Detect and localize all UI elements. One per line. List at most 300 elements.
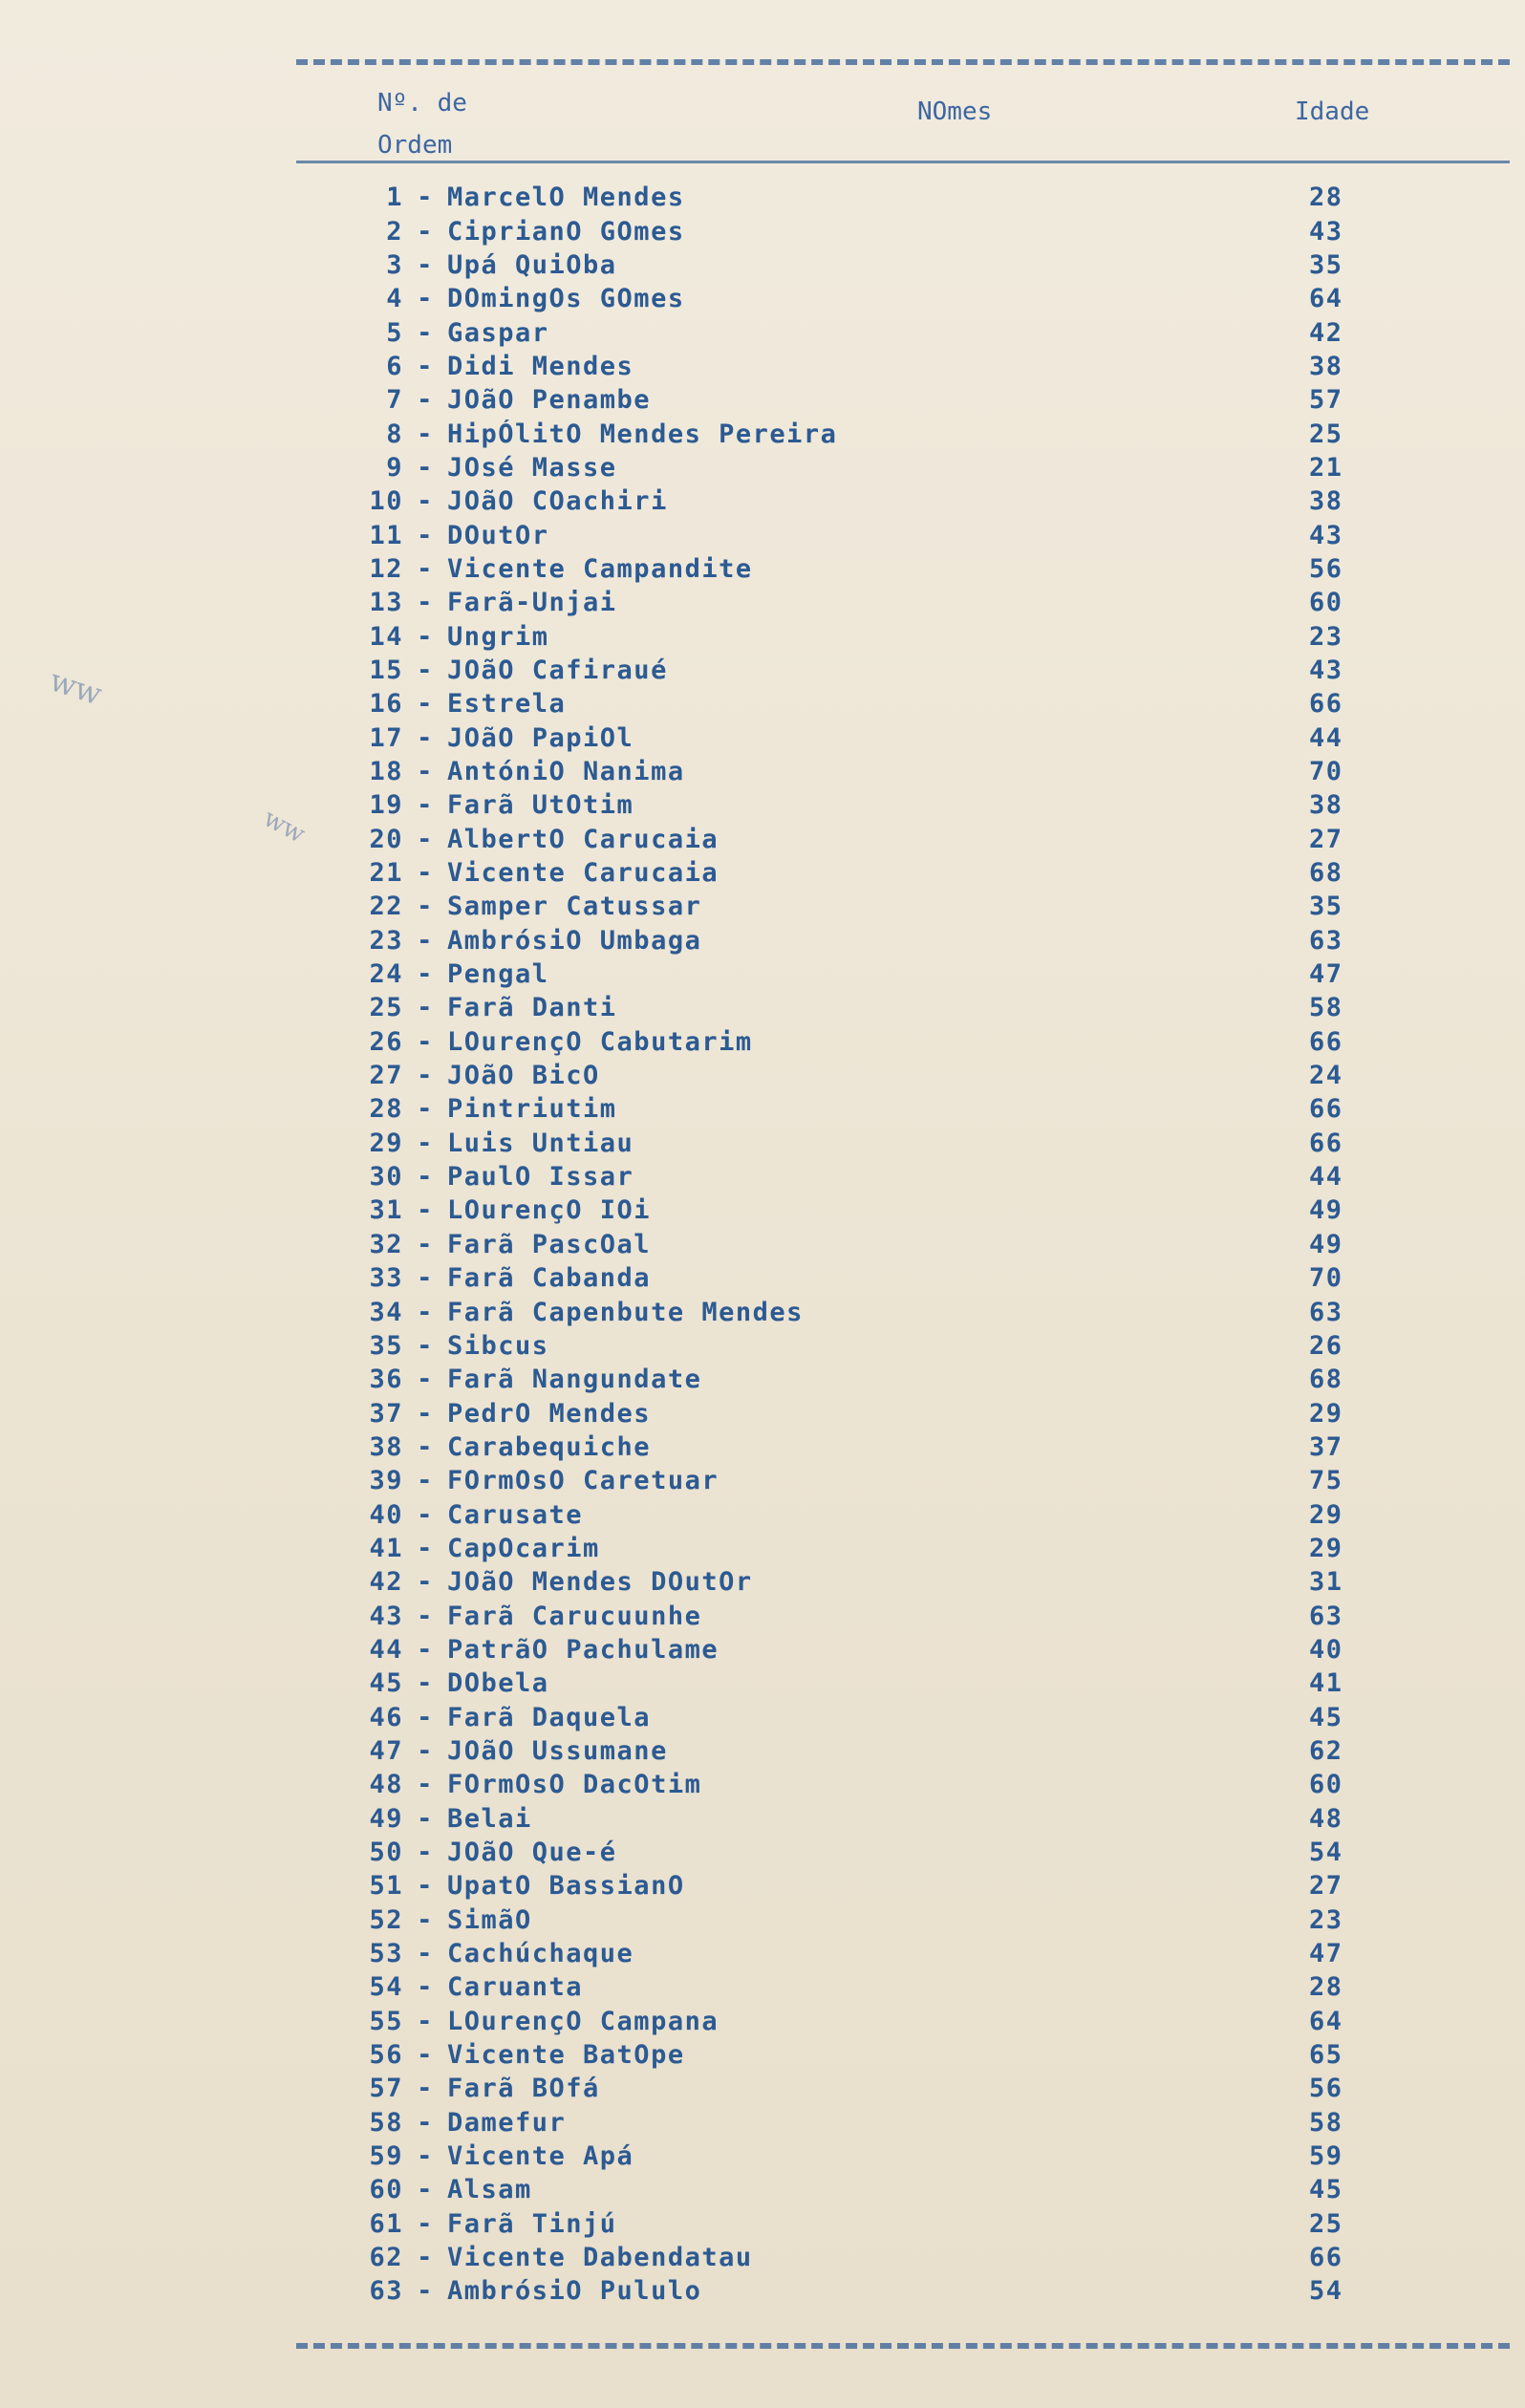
separator-dash: -: [417, 1871, 434, 1902]
person-age: 31: [1309, 1567, 1343, 1598]
order-number: 43: [369, 1601, 403, 1631]
order-number: 62: [369, 2243, 403, 2273]
list-item: [354, 1937, 1405, 1970]
separator-dash: -: [417, 1297, 434, 1327]
person-age: 60: [1309, 588, 1343, 618]
person-age: 68: [1309, 858, 1343, 889]
person-age: 29: [1309, 1533, 1343, 1563]
order-number: 6: [386, 351, 403, 381]
separator-dash: -: [417, 2141, 434, 2172]
person-age: 48: [1309, 1803, 1343, 1834]
order-number: 20: [369, 824, 403, 854]
order-number: 42: [369, 1567, 403, 1598]
separator-dash: -: [417, 621, 434, 652]
separator-dash: -: [417, 1803, 434, 1834]
order-number: 13: [369, 588, 403, 618]
person-age: 44: [1309, 722, 1343, 753]
person-name: JOãO COachiri: [447, 486, 668, 517]
person-name: MarcelO Mendes: [447, 183, 685, 213]
person-name: CapOcarim: [447, 1533, 600, 1563]
order-number: 14: [369, 621, 403, 652]
order-number: 44: [369, 1634, 403, 1665]
separator-dash: -: [417, 1162, 434, 1193]
list-item: [354, 2173, 1405, 2206]
person-age: 63: [1309, 925, 1343, 956]
order-number: 5: [386, 317, 403, 348]
names-header: NOmes: [917, 97, 993, 126]
person-name: Farã UtOtim: [447, 790, 634, 821]
separator-dash: -: [417, 689, 434, 720]
person-name: Pintriutim: [447, 1094, 617, 1125]
separator-dash: -: [417, 1061, 434, 1091]
list-item: [354, 1970, 1405, 2004]
separator-dash: -: [417, 351, 434, 381]
order-number: 11: [369, 520, 403, 550]
person-name: JOsé Masse: [447, 452, 617, 483]
person-name: AmbrósiO Umbaga: [447, 925, 702, 956]
person-age: 23: [1309, 1904, 1343, 1935]
separator-dash: -: [417, 959, 434, 990]
list-item: [354, 350, 1405, 383]
person-age: 27: [1309, 824, 1343, 854]
list-item: [354, 823, 1405, 856]
separator-dash: -: [417, 1634, 434, 1665]
order-number: 46: [369, 1702, 403, 1732]
person-name: Sibcus: [447, 1330, 549, 1361]
person-name: Farã Capenbute Mendes: [447, 1297, 804, 1327]
list-item: [354, 1059, 1405, 1092]
separator-dash: -: [417, 1026, 434, 1057]
person-age: 45: [1309, 1702, 1343, 1732]
person-name: LOurençO IOi: [447, 1195, 652, 1226]
separator-dash: -: [417, 553, 434, 584]
list-item: [354, 484, 1405, 518]
person-age: 38: [1309, 790, 1343, 821]
order-number: 63: [369, 2276, 403, 2307]
order-number: 58: [369, 2107, 403, 2138]
separator-dash: -: [417, 2276, 434, 2307]
list-item: [354, 1532, 1405, 1565]
list-item: [354, 2274, 1405, 2308]
person-age: 49: [1309, 1229, 1343, 1259]
register-list: [354, 181, 1405, 2309]
list-item: [354, 2072, 1405, 2105]
separator-dash: -: [417, 1330, 434, 1361]
list-item: [354, 924, 1405, 957]
person-age: 38: [1309, 351, 1343, 381]
separator-dash: -: [417, 757, 434, 787]
person-age: 29: [1309, 1398, 1343, 1429]
separator-dash: -: [417, 925, 434, 956]
separator-dash: -: [417, 993, 434, 1023]
order-number: 28: [369, 1094, 403, 1125]
order-number-header: [377, 82, 569, 166]
order-number: 59: [369, 2141, 403, 2172]
order-number: 18: [369, 757, 403, 787]
list-item: [354, 1903, 1405, 1937]
list-item: [354, 214, 1405, 247]
person-age: 25: [1309, 419, 1343, 449]
list-item: [354, 1396, 1405, 1430]
separator-dash: -: [417, 1904, 434, 1935]
person-name: JOãO Penambe: [447, 385, 652, 416]
person-name: Caruanta: [447, 1972, 584, 2003]
separator-dash: -: [417, 1128, 434, 1158]
list-item: [354, 2106, 1405, 2139]
person-age: 65: [1309, 2040, 1343, 2071]
person-name: Cachúchaque: [447, 1939, 634, 1969]
person-name: Vicente Campandite: [447, 553, 753, 584]
person-age: 70: [1309, 1263, 1343, 1294]
list-item: [354, 890, 1405, 923]
list-item: [354, 1565, 1405, 1599]
person-name: Farã BOfá: [447, 2074, 600, 2104]
person-name: JOãO BicO: [447, 1061, 600, 1091]
person-age: 68: [1309, 1365, 1343, 1395]
person-name: DOutOr: [447, 520, 549, 550]
order-number: 35: [369, 1330, 403, 1361]
order-number: 17: [369, 722, 403, 753]
person-name: Farã Carucuunhe: [447, 1601, 702, 1631]
list-item: [354, 552, 1405, 586]
person-age: 66: [1309, 2243, 1343, 2273]
person-name: HipÓlitO Mendes Pereira: [447, 419, 838, 449]
person-age: 38: [1309, 486, 1343, 517]
person-name: Farã Daquela: [447, 1702, 652, 1732]
list-item: [354, 957, 1405, 991]
person-name: AmbrósiO Pululo: [447, 2276, 702, 2307]
separator-dash: -: [417, 1094, 434, 1125]
person-age: 49: [1309, 1195, 1343, 1226]
separator-dash: -: [417, 1702, 434, 1732]
person-name: JOãO Cafiraué: [447, 655, 668, 685]
order-number: 61: [369, 2208, 403, 2239]
separator-dash: -: [417, 1499, 434, 1530]
separator-dash: -: [417, 790, 434, 821]
person-age: 66: [1309, 1026, 1343, 1057]
person-age: 40: [1309, 1634, 1343, 1665]
separator-dash: -: [417, 520, 434, 550]
separator-dash: -: [417, 419, 434, 449]
separator-dash: -: [417, 1668, 434, 1699]
list-item: [354, 1092, 1405, 1126]
list-item: [354, 2005, 1405, 2038]
list-item: [354, 1700, 1405, 1733]
person-name: FOrmOsO Caretuar: [447, 1466, 720, 1496]
list-item: [354, 315, 1405, 349]
separator-dash: -: [417, 1770, 434, 1800]
person-name: LOurençO Campana: [447, 2006, 720, 2036]
order-number: 37: [369, 1398, 403, 1429]
separator-dash: -: [417, 1567, 434, 1598]
order-number: 32: [369, 1229, 403, 1259]
order-number: 39: [369, 1466, 403, 1496]
bottom-dashed-rule: [296, 2343, 1510, 2349]
order-number: 31: [369, 1195, 403, 1226]
person-name: Upá QuiOba: [447, 249, 617, 280]
separator-dash: -: [417, 722, 434, 753]
list-item: [354, 2241, 1405, 2274]
separator-dash: -: [417, 2208, 434, 2239]
person-age: 27: [1309, 1871, 1343, 1902]
person-age: 62: [1309, 1735, 1343, 1766]
person-name: JOãO Mendes DOutOr: [447, 1567, 753, 1598]
order-number: 51: [369, 1871, 403, 1902]
person-age: 47: [1309, 1939, 1343, 1969]
person-age: 21: [1309, 452, 1343, 483]
margin-mark: ww: [45, 661, 107, 713]
order-number: 41: [369, 1533, 403, 1563]
person-age: 47: [1309, 959, 1343, 990]
person-name: SimãO: [447, 1904, 532, 1935]
list-item: [354, 856, 1405, 890]
person-age: 43: [1309, 216, 1343, 247]
person-name: FOrmOsO DacOtim: [447, 1770, 702, 1800]
order-number: 60: [369, 2175, 403, 2205]
order-number: 25: [369, 993, 403, 1023]
person-name: Farã Nangundate: [447, 1365, 702, 1395]
person-name: Vicente Apá: [447, 2141, 634, 2172]
list-item: [354, 1193, 1405, 1227]
separator-dash: -: [417, 588, 434, 618]
person-age: 57: [1309, 385, 1343, 416]
separator-dash: -: [417, 317, 434, 348]
person-age: 26: [1309, 1330, 1343, 1361]
list-item: [354, 1160, 1405, 1193]
person-age: 24: [1309, 1061, 1343, 1091]
order-number: 33: [369, 1263, 403, 1294]
order-number: 27: [369, 1061, 403, 1091]
separator-dash: -: [417, 2006, 434, 2036]
person-name: Luis Untiau: [447, 1128, 634, 1158]
order-label-line2: Ordem: [377, 131, 453, 160]
top-dashed-rule: [296, 59, 1510, 65]
separator-dash: -: [417, 858, 434, 889]
person-name: UpatO BassianO: [447, 1871, 685, 1902]
person-age: 45: [1309, 2175, 1343, 2205]
separator-dash: -: [417, 892, 434, 922]
person-name: Gaspar: [447, 317, 549, 348]
person-name: JOãO Ussumane: [447, 1735, 668, 1766]
person-name: JOãO PapiOl: [447, 722, 634, 753]
separator-dash: -: [417, 1939, 434, 1969]
separator-dash: -: [417, 385, 434, 416]
list-item: [354, 1228, 1405, 1261]
list-item: [354, 1127, 1405, 1160]
person-name: DObela: [447, 1668, 549, 1699]
person-name: Alsam: [447, 2175, 532, 2205]
order-number: 12: [369, 553, 403, 584]
order-number: 22: [369, 892, 403, 922]
person-age: 35: [1309, 892, 1343, 922]
separator-dash: -: [417, 452, 434, 483]
person-name: Estrela: [447, 689, 567, 720]
separator-dash: -: [417, 2040, 434, 2071]
order-number: 38: [369, 1431, 403, 1462]
person-name: Belai: [447, 1803, 532, 1834]
separator-dash: -: [417, 2175, 434, 2205]
order-number: 4: [386, 284, 403, 314]
order-number: 7: [386, 385, 403, 416]
order-number: 48: [369, 1770, 403, 1800]
order-number: 55: [369, 2006, 403, 2036]
order-number: 34: [369, 1297, 403, 1327]
order-number: 8: [386, 419, 403, 449]
separator-dash: -: [417, 1263, 434, 1294]
person-name: Samper Catussar: [447, 892, 702, 922]
person-name: PaulO Issar: [447, 1162, 634, 1193]
order-number: 26: [369, 1026, 403, 1057]
person-age: 66: [1309, 1128, 1343, 1158]
separator-dash: -: [417, 249, 434, 280]
separator-dash: -: [417, 1398, 434, 1429]
person-name: LOurençO Cabutarim: [447, 1026, 753, 1057]
person-name: DOmingOs GOmes: [447, 284, 685, 314]
order-number: 29: [369, 1128, 403, 1158]
separator-dash: -: [417, 824, 434, 854]
separator-dash: -: [417, 1229, 434, 1259]
person-name: Vicente Dabendatau: [447, 2243, 753, 2273]
person-age: 43: [1309, 655, 1343, 685]
person-name: Farã-Unjai: [447, 588, 617, 618]
person-age: 35: [1309, 249, 1343, 280]
separator-dash: -: [417, 655, 434, 685]
separator-dash: -: [417, 1195, 434, 1226]
separator-dash: -: [417, 2074, 434, 2104]
separator-dash: -: [417, 284, 434, 314]
list-item: [354, 181, 1405, 214]
list-item: [354, 1599, 1405, 1632]
order-number: 53: [369, 1939, 403, 1969]
order-number: 47: [369, 1735, 403, 1766]
list-item: [354, 654, 1405, 687]
list-item: [354, 1836, 1405, 1869]
order-number: 2: [386, 216, 403, 247]
separator-dash: -: [417, 183, 434, 213]
order-number: 40: [369, 1499, 403, 1530]
person-age: 63: [1309, 1601, 1343, 1631]
person-age: 54: [1309, 2276, 1343, 2307]
list-item: [354, 755, 1405, 788]
person-name: Vicente BatOpe: [447, 2040, 685, 2071]
header-rule: [296, 161, 1510, 163]
person-age: 29: [1309, 1499, 1343, 1530]
list-item: [354, 1633, 1405, 1666]
separator-dash: -: [417, 2107, 434, 2138]
person-name: AlbertO Carucaia: [447, 824, 720, 854]
order-number: 52: [369, 1904, 403, 1935]
margin-mark: ww: [258, 804, 310, 849]
separator-dash: -: [417, 1431, 434, 1462]
order-number: 24: [369, 959, 403, 990]
separator-dash: -: [417, 1365, 434, 1395]
person-name: Farã Cabanda: [447, 1263, 652, 1294]
list-item: [354, 1734, 1405, 1768]
person-name: Didi Mendes: [447, 351, 634, 381]
person-age: 64: [1309, 2006, 1343, 2036]
list-item: [354, 788, 1405, 822]
person-name: Carusate: [447, 1499, 584, 1530]
person-age: 37: [1309, 1431, 1343, 1462]
order-number: 10: [369, 486, 403, 517]
order-number: 30: [369, 1162, 403, 1193]
separator-dash: -: [417, 1601, 434, 1631]
list-item: [354, 248, 1405, 282]
list-item: [354, 383, 1405, 417]
person-age: 28: [1309, 1972, 1343, 2003]
list-item: [354, 721, 1405, 755]
person-age: 59: [1309, 2141, 1343, 2172]
order-number: 1: [386, 183, 403, 213]
order-number: 49: [369, 1803, 403, 1834]
list-item: [354, 1025, 1405, 1059]
list-item: [354, 991, 1405, 1024]
list-item: [354, 1464, 1405, 1497]
list-item: [354, 1363, 1405, 1396]
separator-dash: -: [417, 1735, 434, 1766]
person-age: 56: [1309, 2074, 1343, 2104]
person-age: 66: [1309, 1094, 1343, 1125]
order-number: 45: [369, 1668, 403, 1699]
separator-dash: -: [417, 1466, 434, 1496]
person-age: 23: [1309, 621, 1343, 652]
person-age: 44: [1309, 1162, 1343, 1193]
person-age: 75: [1309, 1466, 1343, 1496]
order-number: 9: [386, 452, 403, 483]
list-item: [354, 586, 1405, 619]
order-number: 50: [369, 1838, 403, 1868]
order-number: 23: [369, 925, 403, 956]
list-item: [354, 2038, 1405, 2072]
separator-dash: -: [417, 216, 434, 247]
separator-dash: -: [417, 1838, 434, 1868]
person-name: Farã Tinjú: [447, 2208, 617, 2239]
list-item: [354, 282, 1405, 315]
person-name: PatrãO Pachulame: [447, 1634, 720, 1665]
list-item: [354, 1768, 1405, 1801]
person-name: Carabequiche: [447, 1431, 652, 1462]
person-name: JOãO Que-é: [447, 1838, 617, 1868]
person-age: 64: [1309, 284, 1343, 314]
list-item: [354, 518, 1405, 551]
person-age: 60: [1309, 1770, 1343, 1800]
order-number: 21: [369, 858, 403, 889]
person-name: Damefur: [447, 2107, 567, 2138]
order-number: 16: [369, 689, 403, 720]
order-number: 3: [386, 249, 403, 280]
list-item: [354, 1329, 1405, 1363]
person-name: CiprianO GOmes: [447, 216, 685, 247]
order-number: 57: [369, 2074, 403, 2104]
list-item: [354, 2139, 1405, 2173]
person-age: 58: [1309, 2107, 1343, 2138]
separator-dash: -: [417, 1533, 434, 1563]
person-age: 41: [1309, 1668, 1343, 1699]
list-item: [354, 1802, 1405, 1836]
person-name: Vicente Carucaia: [447, 858, 720, 889]
order-number: 56: [369, 2040, 403, 2071]
list-item: [354, 619, 1405, 653]
person-age: 70: [1309, 757, 1343, 787]
list-item: [354, 1430, 1405, 1464]
person-age: 63: [1309, 1297, 1343, 1327]
list-item: [354, 1666, 1405, 1700]
person-age: 42: [1309, 317, 1343, 348]
person-age: 28: [1309, 183, 1343, 213]
separator-dash: -: [417, 2243, 434, 2273]
order-label-line1: Nº. de: [377, 89, 467, 118]
person-name: PedrO Mendes: [447, 1398, 652, 1429]
